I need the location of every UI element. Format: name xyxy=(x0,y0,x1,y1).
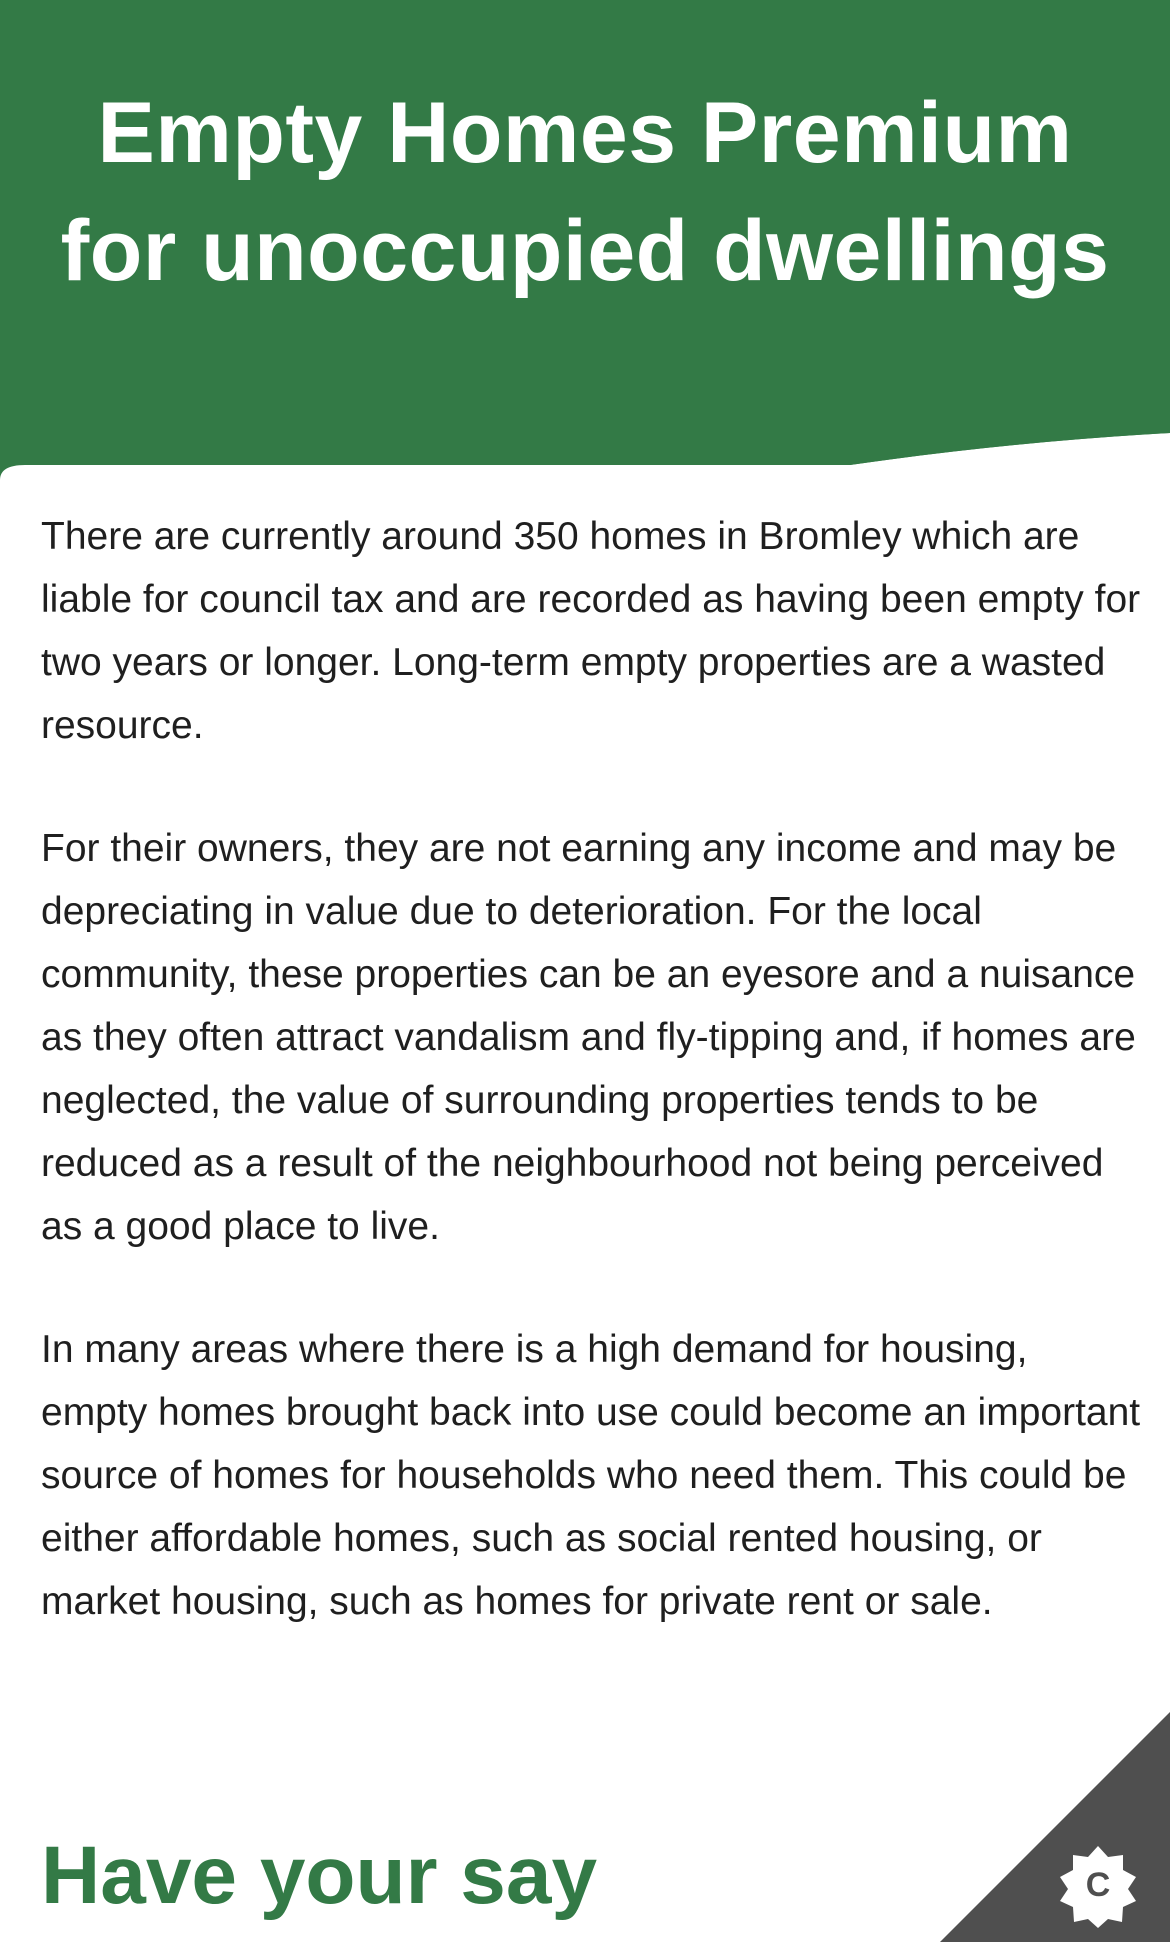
cookie-settings-button[interactable] xyxy=(940,1712,1170,1942)
article-content xyxy=(41,505,1141,1693)
article-paragraph: There are currently around 350 homes in Bromley which are liable for council tax and are recorded as having been empty for two years or longer. Long-term empty properties are a wasted resource. xyxy=(41,515,1141,747)
page-title-line-2: for unoccupied dwellings xyxy=(60,203,1110,299)
page-title-line-1: Empty Homes Premium xyxy=(97,85,1073,181)
article-paragraph: For their owners, they are not earning any income and may be depreciating in value due to deterioration. For the local community, these properties can be an eyesore and a nuisance as they often attract vandalism and fly-tipping and, if homes are neglected, the value of surrounding properties tends to be reduced as a result of the neighbourhood not being perceived as a good place to live. xyxy=(41,827,1136,1248)
cookie-icon-letter: C xyxy=(1085,1866,1111,1904)
cookie-settings-icon xyxy=(940,1712,1170,1942)
have-your-say-heading: Have your say xyxy=(41,1830,598,1921)
header-curve-divider xyxy=(0,420,1170,480)
page-header xyxy=(0,0,1170,470)
article-paragraph: In many areas where there is a high demand for housing, empty homes brought back into use could become an important source of homes for households who need them. This could be either affordable homes, such as social rented housing, or market housing, such as homes for private rent or sale. xyxy=(41,1328,1141,1623)
page-title xyxy=(30,74,1140,310)
